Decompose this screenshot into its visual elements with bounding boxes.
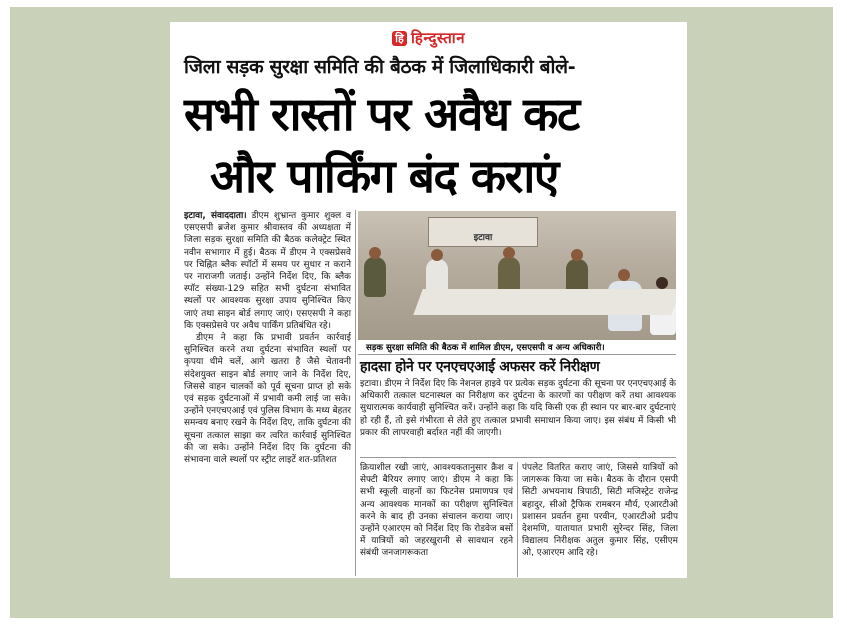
newspaper-clipping <box>170 22 687 578</box>
photo-wall-board <box>428 217 538 247</box>
headline-line-2: और पार्किंग बंद कराएं <box>210 149 558 203</box>
board-text: इटावा <box>473 233 493 243</box>
paragraph: डीएम ने कहा कि प्रभावी प्रवर्तन कार्रवाई सुनिश्चित करने तथा दुर्घटना संभावित स्थलों पर कृपया धीमे चलें, आगे खतरा है जैसे चेतावनी संदेशयुक्त साइन बोर्ड लगाए जाने के निर्देश दिए, जिससे वाहन चालकों को पूर्व सूचना प्राप्त हो सके एवं सड़क दुर्घटनाओं में प्रभावी कमी लाई जा सके। उन्होंने एनएचएआई एवं पुलिस विभाग के मध्य बेहतर समन्वय बनाए रखने के निर्देश दिए, ताकि दुर्घटना की सूचना तत्काल साझा कर त्वरित कार्रवाई सुनिश्चित की जा सके। उन्होंने निर्देश दिए कि दुर्घटना की संभावना वाले स्थलों पर स्ट्रीट लाइटें शत-प्रतिशत <box>184 333 351 466</box>
person-head <box>503 247 515 259</box>
body-column-2: क्रियाशील रखी जाएं, आवश्यकतानुसार क्रैश व सेफ्टी बैरियर लगाए जाएं। डीएम ने कहा कि सभी स्कूली वाहनों का फिटनेस प्रमाणपत्र एवं अन्य आवश्यक मानकों का परीक्षण सुनिश्चित करने के बाद ही उनका संचालन कराया जाए। उन्होंने एआरएम को निर्देश दिए कि रोडवेज बसों में यात्रियों को जहरखुरानी से सावधान रहने संबंधी जनजागरूकता <box>360 462 518 577</box>
dateline: इटावा, संवाददाता। <box>184 211 247 221</box>
body-column-1 <box>184 210 356 576</box>
masthead <box>170 26 687 50</box>
article-kicker: जिला सड़क सुरक्षा समिति की बैठक में जिलाधिकारी बोले- <box>184 56 576 78</box>
person-figure <box>364 257 386 297</box>
body-column-3: पंपलेट वितरित कराए जाएं, जिससे यात्रियों को जागरूक किया जा सके। बैठक के दौरान एसपी सिटी अभयनाथ त्रिपाठी, सिटी मजिस्ट्रेट राजेन्द्र बहादुर, सीओ ट्रैफिक रामबरन मौर्य, एआरटीओ प्रशासन प्रवर्तन हुमा परवीन, एआरटीओ प्रदीप देशमणि, यातायात प्रभारी सुरेन्दर सिंह, जिला विद्यालय निरीक्षक अतुल कुमार सिंह, एसीएम ओ, एआरएम आदि रहे। <box>522 463 678 559</box>
person-head <box>369 247 381 259</box>
sub-headline: हादसा होने पर एनएचएआई अफसर करें निरीक्षण <box>360 359 600 375</box>
hindustan-logo-icon: हि <box>392 31 407 46</box>
person-head <box>571 249 583 261</box>
photo-caption: सड़क सुरक्षा समिति की बैठक में शामिल डीएम, एसएसपी व अन्य अधिकारी। <box>358 341 676 355</box>
conference-table <box>413 289 676 315</box>
person-head <box>656 277 668 289</box>
paragraph <box>184 210 351 332</box>
person-head <box>431 249 443 261</box>
headline-line-1: सभी रास्तों पर अवैध कट <box>184 87 579 141</box>
paragraph-text: डीएम शुभ्रान्त कुमार शुक्ल व एसएसपी ब्रजेश कुमार श्रीवास्तव की अध्यक्षता में जिला सड़क सुरक्षा समिति की बैठक कलेक्ट्रेट स्थित नवीन सभागार में हुई। बैठक में डीएम ने एक्सप्रेसवे पर चिह्नित ब्लैक स्पॉटों में समय पर सुधार न कराने पर नाराजगी जताई। उन्होंने निर्देश दिए, कि ब्लैक स्पॉट संख्या-129 सहित सभी दुर्घटना संभावित स्थलों पर आवश्यक सुरक्षा उपाय सुनिश्चित किए जाएं तथा साइन बोर्ड लगाए जाएं। एसएसपी ने कहा कि एक्सप्रेसवे पर अवैध पार्किंग प्रतिबंधित रहे। <box>184 211 351 331</box>
sidebar-story-text: इटावा। डीएम ने निर्देश दिए कि नेशनल हाइवे पर प्रत्येक सड़क दुर्घटना की सूचना पर एनएचएआई के अधिकारी तत्काल घटनास्थल का निरीक्षण कर दुर्घटना के कारणों का परीक्षण करें तथा आवश्यक सुधारात्मक कार्यवाही सुनिश्चित करें। उन्होंने कहा कि यदि किसी एक ही स्थान पर बार-बार दुर्घटनाएं हो रही हैं, तो इसे गंभीरता से लेते हुए तत्काल प्रभावी समाधान किया जाए। इस संबंध में किसी भी प्रकार की लापरवाही बर्दाश्त नहीं की जाएगी। <box>360 378 676 458</box>
person-head <box>618 269 630 281</box>
meeting-photo <box>358 211 676 340</box>
newspaper-name: हिन्दुस्तान <box>410 29 466 47</box>
